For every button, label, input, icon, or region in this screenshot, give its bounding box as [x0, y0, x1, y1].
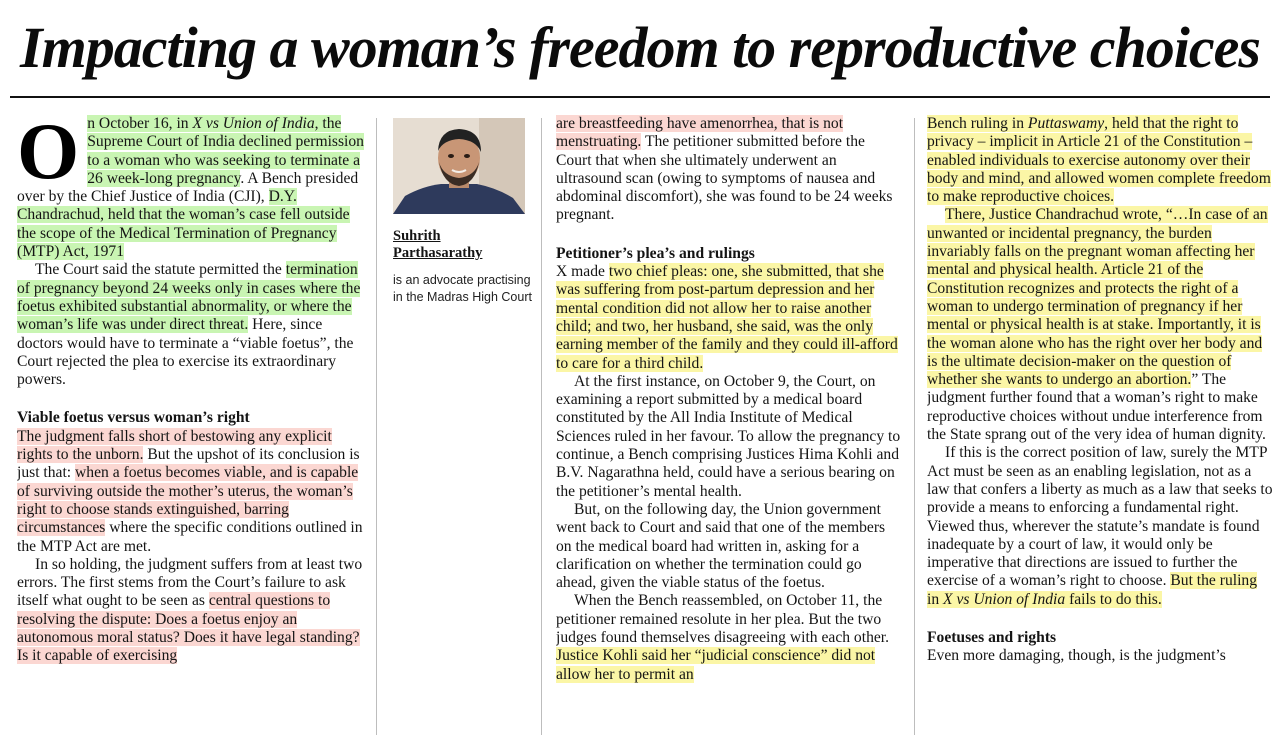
paragraph-union-government: But, on the following day, the Union government went back to Court and said that one of the members on the medical board had written in, asking for a clarification on whether the termination could go ahead, given the viable status of the foetus.: [556, 500, 886, 592]
drop-cap: O: [17, 115, 80, 196]
paragraph-bench-reassembled: When the Bench reassembled, on October 11, the petitioner remained resolute in her plea. But the two judges found themselves disagreeing with each other. Justice Kohli said her “judicial conscience” did not allow her to permit an: [556, 592, 890, 683]
paragraph-errors: In so holding, the judgment suffers from at least two errors. The first stems from the Court’s failure to ask itself what ought to be seen as central questions to resolving the dispute: Does a foetus enjoy an autonomous moral status? Does it have legal standing? Is it capable of exercising: [17, 555, 363, 665]
column-divider-3: [914, 118, 915, 735]
paragraph-damaging: Even more damaging, though, is the judgment’s: [927, 647, 1226, 665]
headline-rule: [10, 96, 1270, 98]
paragraph-pleas: X made two chief pleas: one, she submitted, that she was suffering from post-partum depression and her mental condition did not allow her to raise another child; and two, her husband, she said, was the only earning member of the family and they could ill-afford to care for a third child.: [556, 263, 898, 372]
subheading-foetuses-rights: Foetuses and rights: [927, 629, 1057, 647]
author-photo: [393, 118, 525, 214]
paragraph-amenorrhea: are breastfeeding have amenorrhea, that is not menstruating. The petitioner submitted before the Court that when she ultimately underwent an ultrasound scan (owing to symptoms of nausea and abdominal discomfort), she was found to be 24 weeks pregnant.: [556, 115, 893, 224]
paragraph-chandrachud-quote: There, Justice Chandrachud wrote, “…In case of an unwanted or incidental pregnancy, the burden invariably falls on the pregnant woman affecting her mental and physical health. Article 21 of the Constitution recognizes and protects the right of a woman to undergo termination of pregnancy if her mental or physical health is at stake. Importantly, it is the woman alone who has the right over her body and is the ultimate decision-maker on the question of whether she wants to undergo an abortion.” The judgment further found that a woman’s right to make reproductive choices without undue interference from the State sprang out of the very idea of human dignity.: [927, 206, 1268, 444]
author-name: Suhrith Parthasarathy: [393, 228, 483, 261]
article-column-1: [17, 115, 366, 735]
subheading-viable-foetus: Viable foetus versus woman’s right: [17, 409, 250, 427]
article-column-2: [556, 115, 902, 735]
paragraph-intro: On October 16, in X vs Union of India, the Supreme Court of India declined permission to a woman who was seeking to terminate a 26 week-long pregnancy. A Bench presided over by the Chief Justice of India (CJI), D.Y. Chandrachud, held that the woman’s case fell outside the scope of the Medical Termination of Pregnancy (MTP) Act, 1971: [17, 115, 364, 261]
paragraph-first-instance: At the first instance, on October 9, the Court, on examining a report submitted by a medical board constituted by the All India Institute of Medical Sciences ruled in her favour. To allow the pregnancy to continue, a Bench comprising Justices Hima Kohli and B.V. Nagarathna held, could have a serious bearing on the petitioner’s mental health.: [556, 372, 901, 500]
author-portrait-image: [393, 118, 525, 214]
author-bio: is an advocate practising in the Madras High Court: [393, 273, 532, 304]
paragraph-judgment: The judgment falls short of bestowing any explicit rights to the unborn. But the upshot of its conclusion is just that: when a foetus becomes viable, and is capable of surviving outside the mother’s uterus, the woman’s right to choose stands extinguished, barring circumstances where the specific conditions outlined in the MTP Act are met.: [17, 427, 363, 555]
headline: Impacting a woman’s freedom to reproductive choices: [20, 15, 1260, 80]
article-column-3: [927, 115, 1273, 735]
column-divider-1: [376, 118, 377, 735]
paragraph-position-of-law: If this is the correct position of law, surely the MTP Act must be seen as an enabling legislation, not as a law that confers a liberty as much as a law that seeks to provide a means to enforcing a fundamental right. Viewed thus, wherever the statute’s mandate is found inadequate by a court of law, it would only be imperative that directions are issued to further the exercise of a woman’s right to choose. But the ruling in X vs Union of India fails to do this.: [927, 444, 1273, 608]
subheading-pleas: Petitioner’s plea’s and rulings: [556, 244, 755, 262]
paragraph-puttaswamy: Bench ruling in Puttaswamy, held that the right to privacy – implicit in Article 21 of the Constitution –enabled individuals to exercise autonomy over their body and mind, and allowed women complete freedom to make reproductive choices.: [927, 115, 1271, 206]
paragraph-statute: The Court said the statute permitted the termination of pregnancy beyond 24 weeks only in cases where the foetus exhibited substantial abnormality, or where the woman’s life was under direct threat. Here, since doctors would have to terminate a “viable foetus”, the Court rejected the plea to exercise its extraordinary powers.: [17, 261, 361, 389]
column-divider-2: [541, 118, 542, 735]
